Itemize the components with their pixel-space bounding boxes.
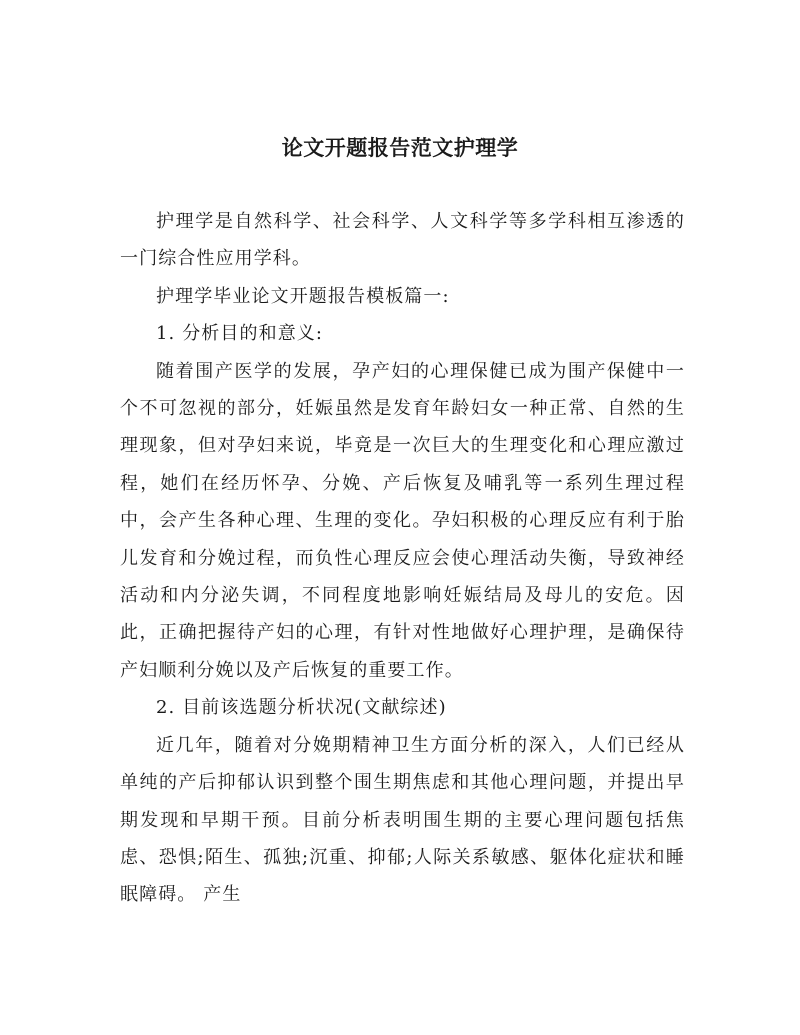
paragraph-intro: 护理学是自然科学、社会科学、人文科学等多学科相互渗透的一门综合性应用学科。 (120, 211, 685, 270)
document-title: 论文开题报告范文护理学 (281, 136, 519, 160)
section-heading-literature-review: 2. 目前该选题分析状况(文献综述) (156, 697, 447, 719)
document-body (120, 203, 685, 914)
paragraph-purpose: 随着围产医学的发展，孕产妇的心理保健已成为围产保健中一个不可忽视的部分，妊娠虽然是发育年龄妇女一种正常、自然的生理现象，但对孕妇来说，毕竟是一次巨大的生理变化和心理应激过程，她们在经历怀孕、分娩、产后恢复及哺乳等一系列生理过程中，会产生各种心理、生理的变化。孕妇积极的心理反应有利于胎儿发育和分娩过程，而负性心理反应会使心理活动失衡，导致神经活动和内分泌失调，不同程度地影响妊娠结局及母儿的安危。因此，正确把握待产妇的心理，有针对性地做好心理护理，是确保待产妇顺利分娩以及产后恢复的重要工作。 (120, 360, 685, 681)
paragraph-template-heading: 护理学毕业论文开题报告模板篇一: (156, 285, 450, 307)
paragraph-literature-review: 近几年，随着对分娩期精神卫生方面分析的深入，人们已经从单纯的产后抑郁认识到整个围生期焦虑和其他心理问题，并提出早期发现和早期干预。目前分析表明围生期的主要心理问题包括焦虑、恐惧;陌生、孤独;沉重、抑郁;人际关系敏感、躯体化症状和睡眠障碍。 产生 (120, 734, 685, 906)
section-heading-purpose: 1. 分析目的和意义: (156, 323, 324, 345)
